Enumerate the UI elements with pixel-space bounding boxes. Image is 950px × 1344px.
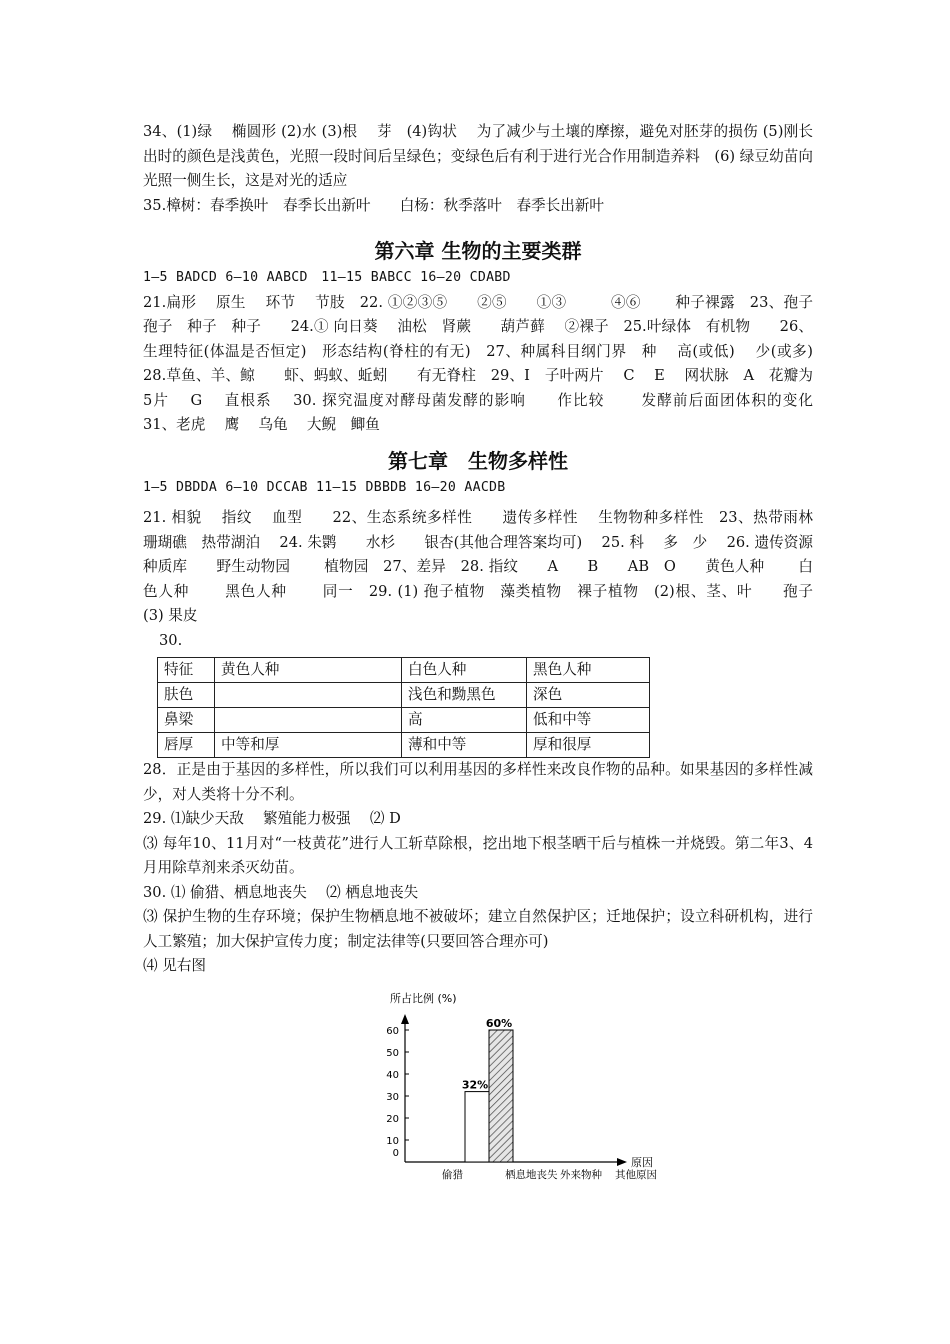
- table-cell: 唇厚: [158, 733, 215, 758]
- race-feature-table: [157, 657, 650, 758]
- x-category-label: 外来物种: [560, 1169, 602, 1181]
- chapter6-title: 第六章 生物的主要类群: [374, 239, 582, 263]
- x-category-label: 偷猎: [442, 1169, 463, 1181]
- y-axis-arrow: [401, 1014, 409, 1024]
- y-tick-label: 40: [386, 1070, 399, 1081]
- bar-chart: [143, 988, 703, 1192]
- y-tick-label: 50: [386, 1048, 399, 1059]
- answer-page: [143, 120, 833, 1181]
- y-tick-label: 10: [386, 1136, 399, 1147]
- table-header-row: [158, 658, 650, 683]
- chapter6-choice-answers: 1—5 BADCD 6—10 AABCD 11—15 BABCC 16—20 CDABD: [143, 270, 511, 285]
- table-cell: 中等和厚: [215, 733, 402, 758]
- chapter7-text: 21. 相貌 指纹 血型 22、生态系统多样性 遗传多样性 生物物种多样性 23、热带雨林 珊瑚礁 热带湖泊 24. 朱鹮 水杉 银杏(其他合理答案均可) 25. 科 多 少 26. 遗传资源种质库 野生动物园 植物园 27、差异 28. 指纹 A B AB O 黄色人种 白色人种 黑色人种 同一 29. (1) 孢子植物 藻类植物 裸子植物 (2)根、茎、叶 孢子 (3) 果皮: [143, 509, 828, 624]
- y-tick-label: 0: [392, 1148, 399, 1159]
- y-tick-label: 20: [386, 1114, 399, 1125]
- x-category-label: 栖息地丧失: [505, 1169, 558, 1181]
- table-cell: 肤色: [158, 683, 215, 708]
- answer-28: 28．正是由于基因的多样性，所以我们可以利用基因的多样性来改良作物的品种。如果基因的多样性减少，对人类将十分不利。: [143, 761, 813, 803]
- bar-value-label: 60%: [485, 1017, 513, 1030]
- bar: [465, 1092, 489, 1162]
- y-tick-label: 30: [386, 1092, 399, 1103]
- answer-30a: 30. ⑴ 偷猎、栖息地丧失 ⑵ 栖息地丧失: [143, 883, 419, 901]
- answer-q35: 35.樟树：春季换叶 春季长出新叶 白杨：秋季落叶 春季长出新叶: [143, 196, 605, 214]
- x-axis-arrow: [617, 1158, 627, 1166]
- table-cell: 浅色和黝黑色: [402, 683, 527, 708]
- answer-29a: 29. ⑴缺少天敌 繁殖能力极强 ⑵ D: [143, 810, 401, 827]
- y-axis-label: 所占比例 (%): [390, 992, 457, 1005]
- table-cell: 鼻梁: [158, 708, 215, 733]
- table-header: 特征: [158, 658, 215, 683]
- table-cell: 薄和中等: [402, 733, 527, 758]
- y-tick-label: 60: [386, 1026, 399, 1037]
- answer-29b: ⑶ 每年10、11月对“一枝黄花”进行人工斩草除根，挖出地下根茎晒干后与植株一并烧毁。第二年3、4月用除草剂来杀灭幼苗。: [143, 834, 813, 876]
- q30-label: 30.: [159, 631, 183, 649]
- table-cell: [215, 683, 402, 708]
- bar-chart-svg: [143, 988, 703, 1188]
- answer-30c: ⑷ 见右图: [143, 957, 207, 974]
- chapter6-text: 21.扁形 原生 环节 节肢 22. ①②③⑤ ②⑤ ①③ ④⑥ 种子裸露 23、孢子 孢子 种子 种子 24.① 向日葵 油松 肾蕨 葫芦藓 ②裸子 25.叶绿体 有机物 26、生理特征(体温是否恒定) 形态结构(脊柱的有无) 27、种属科目纲门界 种 高(或低) 少(或多) 28.草鱼、羊、鲸 虾、蚂蚁、蚯蚓 有无脊柱 29、I 子叶两片 C E 网状脉 A 花瓣为5片 G 直根系 30. 探究温度对酵母菌发酵的影响 作比较 发酵前后面团体积的变化 31、老虎 鹰 乌龟 大鲵 鲫鱼: [143, 293, 833, 433]
- chapter7-choice-answers: 1—5 DBDDA 6—10 DCCAB 11—15 DBBDB 16—20 AACDB: [143, 479, 506, 495]
- bar: [489, 1030, 513, 1162]
- table-cell: [215, 708, 402, 733]
- table-cell: 高: [402, 708, 527, 733]
- chapter7-title: 第七章 生物多样性: [388, 448, 568, 473]
- answer-30b: ⑶ 保护生物的生存环境；保护生物栖息地不被破坏；建立自然保护区；迁地保护；设立科研机构，进行人工繁殖；加大保护宣传力度；制定法律等(只要回答合理亦可): [143, 908, 813, 950]
- table-row: [158, 683, 650, 708]
- answer-q34: 34、(1)绿 椭圆形 (2)水 (3)根 芽 (4)钩状 为了减少与土壤的摩擦，避免对胚芽的损伤 (5)刚长出时的颜色是浅黄色，光照一段时间后呈绿色；变绿色后有利于进行光合作用制造养料 (6) 绿豆幼苗向光照一侧生长，这是对光的适应: [143, 123, 813, 189]
- bar-value-label: 32%: [461, 1078, 489, 1092]
- table-header: 黄色人种: [215, 658, 402, 683]
- table-header: 白色人种: [402, 658, 527, 683]
- x-axis-label: 原因: [631, 1156, 653, 1169]
- table-cell: 厚和很厚: [527, 733, 650, 758]
- table-row: [158, 708, 650, 733]
- table-cell: 低和中等: [527, 708, 650, 733]
- table-header: 黑色人种: [527, 658, 650, 683]
- table-row: [158, 733, 650, 758]
- table-cell: 深色: [527, 683, 650, 708]
- x-category-label: 其他原因: [615, 1169, 657, 1181]
